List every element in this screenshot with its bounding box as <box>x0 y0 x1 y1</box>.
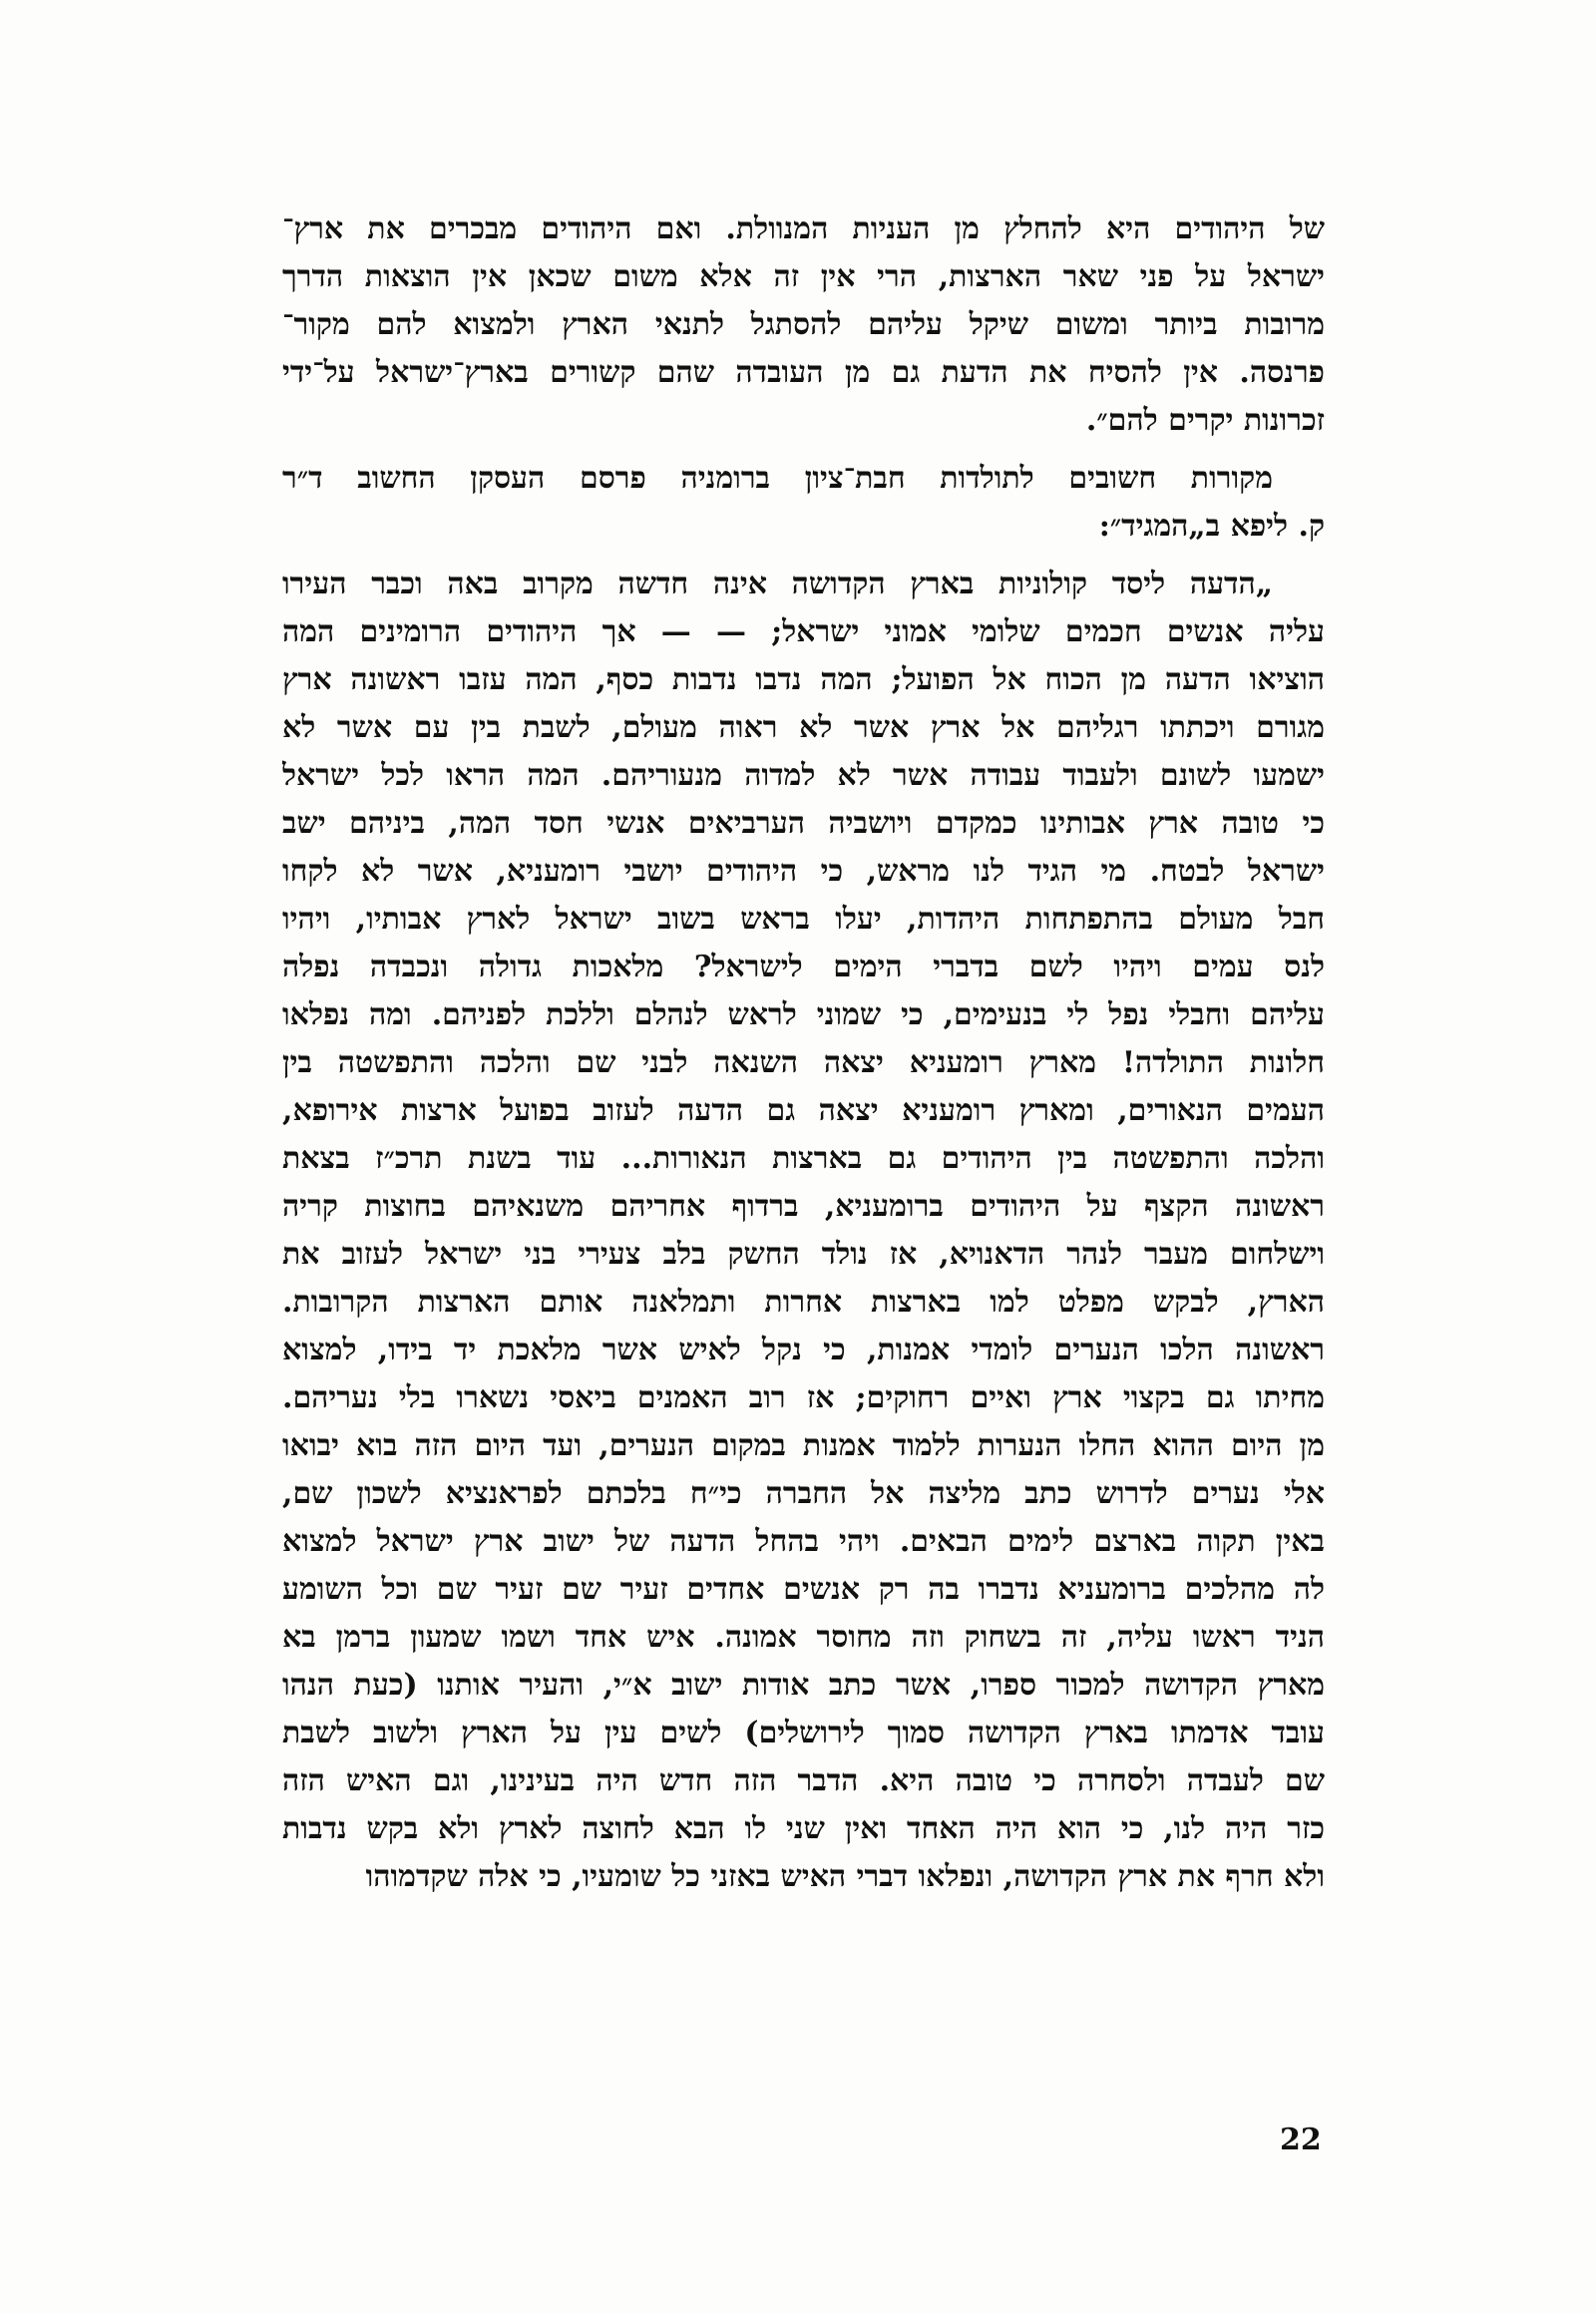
page-number: 22 <box>1280 2122 1322 2157</box>
text-line: זכרונות יקרים להם״. <box>1085 403 1325 438</box>
paragraph <box>282 561 1325 1901</box>
text-line: שם לעבדה ולסחרה כי טובה היא. הדבר הזה חדש היה בעינינו, וגם האיש הזה <box>282 1763 1325 1798</box>
text-line: לנס עמים ויהיו לשם בדברי הימים לישראל? מלאכות גדולה ונכבדה נפלה <box>282 950 1325 984</box>
text-line: פרנסה. אין להסיח את הדעת גם מן העובדה שהם קשורים בארץ־ישראל על־ידי <box>282 355 1325 390</box>
text-line: באין תקוה בארצם לימים הבאים. ויהי בהחל הדעה של ישוב ארץ ישראל למצוא <box>282 1524 1325 1559</box>
text-line: העמים הנאורים, ומארץ רומעניא יצאה גם הדעה לעזוב בפועל ארצות אירופא, <box>282 1093 1325 1128</box>
text-line: הוציאו הדעה מן הכוח אל הפועל; המה נדבו נדבות כסף, המה עזבו ראשונה ארץ <box>282 662 1325 697</box>
text-line: עובד אדמתו בארץ הקדושה סמוך לירושלים) לשים עין על הארץ ולשוב לשבת <box>282 1716 1325 1750</box>
text-line: עליה אנשים חכמים שלומי אמוני ישראל; — — אך היהודים הרומינים המה <box>282 614 1325 649</box>
text-line: הארץ, לבקש מפלט למו בארצות אחרות ותמלאנה אותם הארצות הקרובות. <box>282 1285 1325 1320</box>
text-line: מרובות ביותר ומשום שיקל עליהם להסתגל לתנאי הארץ ולמצוא להם מקור־ <box>282 307 1325 342</box>
body-text <box>282 205 1325 1901</box>
text-line: ק. ליפא ב„המגיד״: <box>1098 509 1325 544</box>
text-line: כי טובה ארץ אבותינו כמקדם ויושביה הערביאים אנשי חסד המה, ביניהם ישב <box>282 806 1325 841</box>
text-line: מגורם ויכתתו רגליהם אל ארץ אשר לא ראוה מעולם, לשבת בין עם אשר לא <box>282 710 1325 745</box>
text-line: ישראל על פני שאר הארצות, הרי אין זה אלא משום שכאן אין הוצאות הדרך <box>282 259 1325 294</box>
text-line: עליהם וחבלי נפל לי בנעימים, כי שמוני לראש לנהלם וללכת לפניהם. ומה נפלאו <box>282 997 1325 1032</box>
text-line: והלכה והתפשטה בין היהודים גם בארצות הנאורות... עוד בשנת תרכ״ז בצאת <box>282 1141 1325 1176</box>
text-line: מארץ הקדושה למכור ספרו, אשר כתב אודות ישוב א״י, והעיר אותנו (כעת הנהו <box>282 1668 1325 1703</box>
text-line: חבל מעולם בהתפתחות היהדות, יעלו בראש בשוב ישראל לארץ אבותיו, ויהיו <box>282 902 1325 937</box>
paragraph <box>282 455 1325 551</box>
text-line: מקורות חשובים לתולדות חבת־ציון ברומניה פרסם העסקן החשוב ד״ר <box>282 461 1273 496</box>
text-line: של היהודים היא להחלץ מן העניות המנוולת. ואם היהודים מבכרים את ארץ־ <box>282 211 1325 246</box>
text-line: חלונות התולדה! מארץ רומעניא יצאה השנאה לבני שם והלכה והתפשטה בין <box>282 1045 1325 1080</box>
text-line: ישמעו לשונם ולעבוד עבודה אשר לא למדוה מנעוריהם. המה הראו לכל ישראל <box>282 758 1325 793</box>
text-line: מחיתו גם בקצוי ארץ ואיים רחוקים; אז רוב האמנים ביאסי נשארו בלי נעריהם. <box>282 1380 1325 1415</box>
text-line: ולא חרף את ארץ הקדושה, ונפלאו דברי האיש באזני כל שומעיו, כי אלה שקדמוהו <box>365 1859 1325 1894</box>
text-line: כזר היה לנו, כי הוא היה האחד ואין שני לו הבא לחוצה לארץ ולא בקש נדבות <box>282 1811 1325 1846</box>
text-line: ראשונה הלכו הנערים לומדי אמנות, כי נקל לאיש אשר מלאכת יד בידו, למצוא <box>282 1333 1325 1367</box>
text-line: וישלחום מעבר לנהר הדאנויא, אז נולד החשק בלב צעירי בני ישראל לעזוב את <box>282 1237 1325 1272</box>
text-line: ישראל לבטח. מי הגיד לנו מראש, כי היהודים יושבי רומעניא, אשר לא לקחו <box>282 854 1325 889</box>
text-line: „הדעה ליסד קולוניות בארץ הקדושה אינה חדשה מקרוב באה וכבר העירו <box>282 567 1273 601</box>
text-line: אלי נערים לדרוש כתב מליצה אל החברה כי״ח בלכתם לפראנציא לשכון שם, <box>282 1476 1325 1511</box>
text-line: הניד ראשו עליה, זה בשחוק וזה מחוסר אמונה. איש אחד ושמו שמעון ברמן בא <box>282 1620 1325 1655</box>
paragraph <box>282 205 1325 445</box>
text-line: ראשונה הקצף על היהודים ברומעניא, ברדוף אחריהם משנאיהם בחוצות קריה <box>282 1189 1325 1224</box>
text-line: לה מהלכים ברומעניא נדברו בה רק אנשים אחדים זעיר שם זעיר שם וכל השומע <box>282 1572 1325 1607</box>
text-line: מן היום ההוא החלו הנערות ללמוד אמנות במקום הנערים, ועד היום הזה בוא יבואו <box>282 1428 1325 1463</box>
